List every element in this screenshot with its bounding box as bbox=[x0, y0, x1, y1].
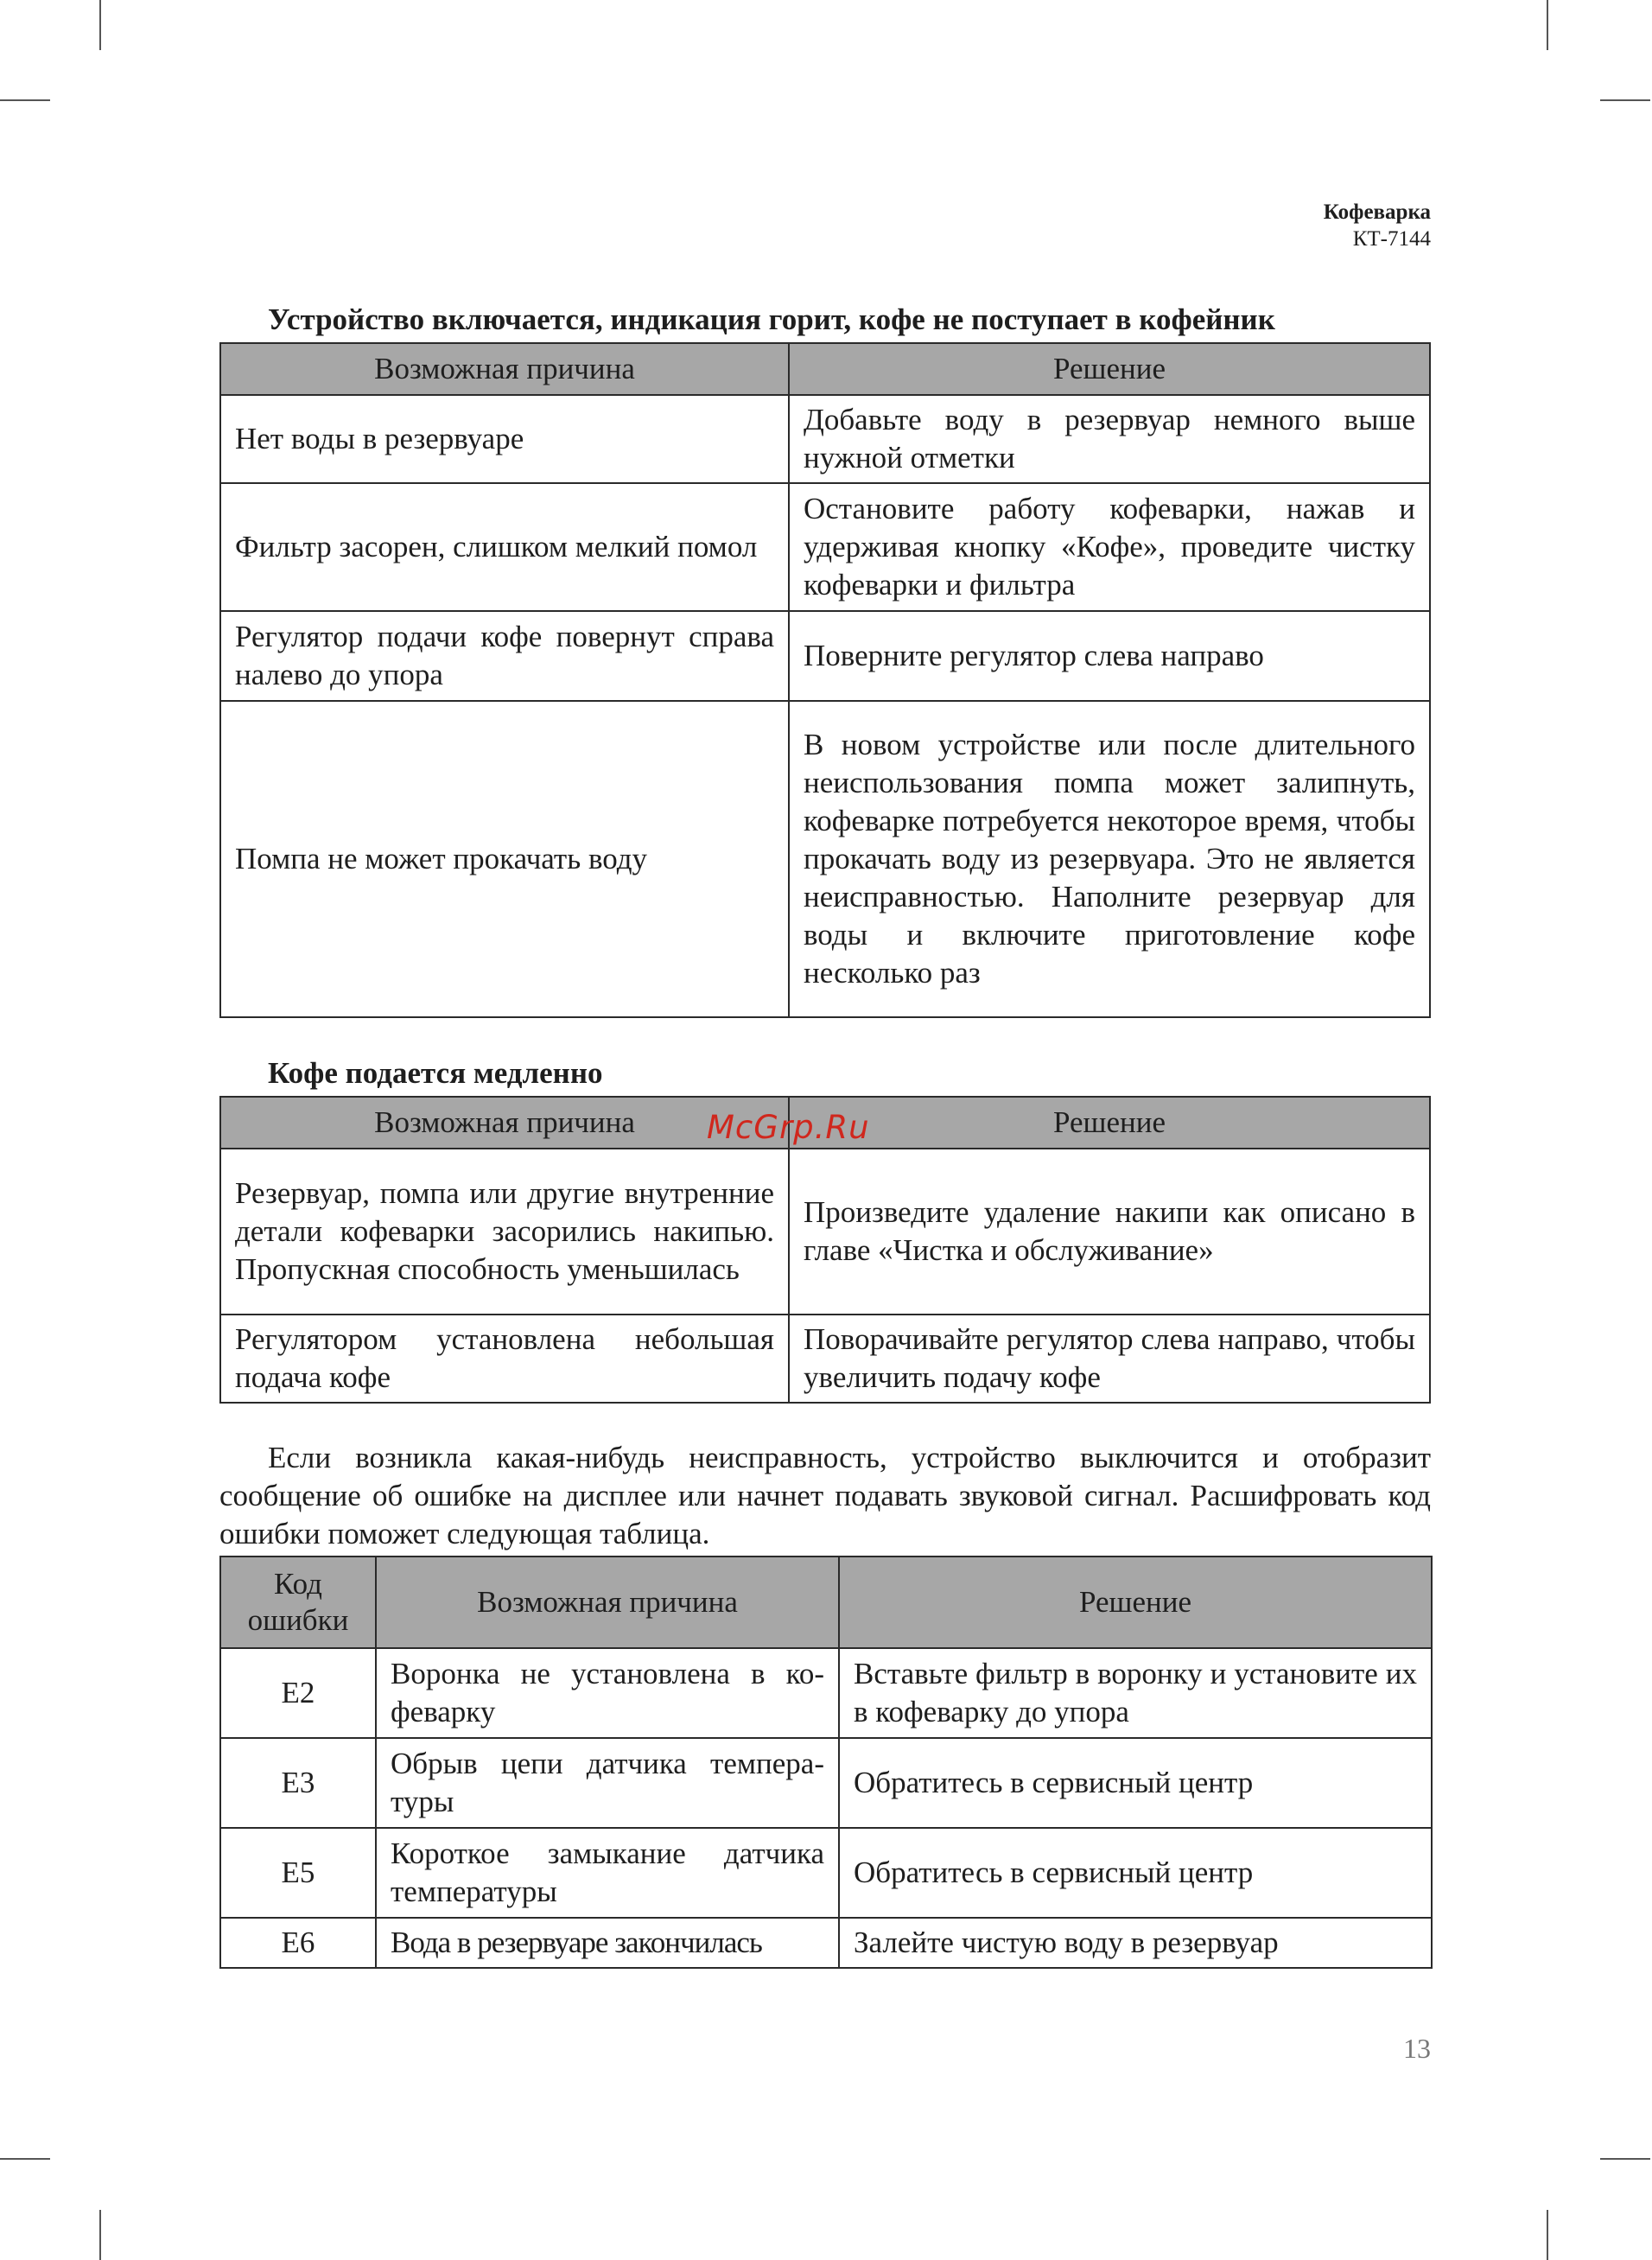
solution-cell: Залейте чистую воду в резервуар bbox=[839, 1918, 1432, 1968]
troubleshooting-table-no-coffee bbox=[219, 342, 1431, 1018]
table-row bbox=[220, 1648, 1432, 1738]
crop-mark bbox=[1547, 0, 1548, 50]
cause-cell: Вода в резервуаре закончилась bbox=[376, 1918, 839, 1968]
cause-cell: Резервуар, помпа или другие внутренние детали кофеварки засорились накипью. Пропускная способность уменьшилась bbox=[220, 1149, 789, 1315]
intro-paragraph: Если возникла какая-нибудь неисправность, устройство выключится и отобразит сообщение об ошибке на дисплее или начнет подавать звуковой сигнал. Расшифровать код ошибки поможет следующая таблица. bbox=[219, 1441, 1431, 1550]
solution-cell: В новом устройстве или после длительного неиспользования помпа может залипнуть, кофеварке потребуется некоторое время, чтобы прокачать воду из резервуара. Это не является неисправностью. Наполните резервуар для воды и включите приготовление кофе несколько раз bbox=[789, 701, 1430, 1017]
cause-cell: Регулятором установлена небольшая подача кофе bbox=[220, 1315, 789, 1403]
product-name: Кофеварка bbox=[1323, 201, 1431, 224]
solution-cell: Поверните регулятор слева направо bbox=[789, 611, 1430, 701]
page-number: 13 bbox=[1403, 2033, 1431, 2064]
table-row bbox=[220, 701, 1430, 1017]
table-row bbox=[220, 1738, 1432, 1828]
error-codes-table bbox=[219, 1556, 1433, 1969]
header-solution: Решение bbox=[789, 1097, 1430, 1149]
cause-cell: Нет воды в резервуаре bbox=[220, 395, 789, 483]
solution-cell: Добавьте воду в резервуар немного выше нужной отметки bbox=[789, 395, 1430, 483]
cause-cell: Регулятор подачи кофе повернут справа налево до упора bbox=[220, 611, 789, 701]
section-title-slow-coffee: Кофе подается медленно bbox=[268, 1056, 603, 1090]
solution-cell: Обратитесь в сервисный центр bbox=[839, 1738, 1432, 1828]
header-code: Код ошибки bbox=[220, 1557, 376, 1648]
crop-mark bbox=[99, 2210, 101, 2260]
table-header-row bbox=[220, 1557, 1432, 1648]
error-code-cell: E3 bbox=[220, 1738, 376, 1828]
table-row bbox=[220, 611, 1430, 701]
error-code-cell: E2 bbox=[220, 1648, 376, 1738]
crop-mark bbox=[1600, 99, 1650, 101]
table-row bbox=[220, 395, 1430, 483]
solution-cell: Поворачивайте регулятор слева направо, чтобы увеличить подачу кофе bbox=[789, 1315, 1430, 1403]
error-code-cell: E5 bbox=[220, 1828, 376, 1918]
crop-mark bbox=[0, 99, 50, 101]
solution-cell: Вставьте фильтр в воронку и установите их в кофеварку до упора bbox=[839, 1648, 1432, 1738]
table-row bbox=[220, 1149, 1430, 1315]
cause-cell: Воронка не установлена в кофеварку bbox=[376, 1648, 839, 1738]
crop-mark bbox=[0, 2158, 50, 2160]
cause-cell: Обрыв цепи датчика температуры bbox=[376, 1738, 839, 1828]
crop-mark bbox=[1600, 2158, 1650, 2160]
header-cause: Возможная причина bbox=[376, 1557, 839, 1648]
header-cause: Возможная причина bbox=[220, 1097, 789, 1149]
solution-cell: Остановите работу кофеварки, нажав и удерживая кнопку «Кофе», проведите чистку кофеварки и фильтра bbox=[789, 483, 1430, 611]
page-header bbox=[1324, 199, 1431, 253]
section-title-no-coffee: Устройство включается, индикация горит, кофе не поступает в кофейник bbox=[268, 302, 1275, 336]
header-cause: Возможная причина bbox=[220, 343, 789, 395]
solution-cell: Обратитесь в сервисный центр bbox=[839, 1828, 1432, 1918]
cause-cell: Фильтр засорен, слишком мелкий помол bbox=[220, 483, 789, 611]
table-row bbox=[220, 1918, 1432, 1968]
model-number: КТ-7144 bbox=[1352, 227, 1431, 251]
header-solution: Решение bbox=[789, 343, 1430, 395]
error-code-cell: E6 bbox=[220, 1918, 376, 1968]
watermark: McGrp.Ru bbox=[707, 1109, 870, 1146]
cause-cell: Короткое замыкание датчика температуры bbox=[376, 1828, 839, 1918]
solution-cell: Произведите удаление накипи как описано в главе «Чистка и обслуживание» bbox=[789, 1149, 1430, 1315]
table-header-row bbox=[220, 343, 1430, 395]
cause-cell: Помпа не может прокачать воду bbox=[220, 701, 789, 1017]
crop-mark bbox=[1547, 2210, 1548, 2260]
table-row bbox=[220, 1315, 1430, 1403]
table-row bbox=[220, 483, 1430, 611]
table-row bbox=[220, 1828, 1432, 1918]
header-solution: Решение bbox=[839, 1557, 1432, 1648]
crop-mark bbox=[99, 0, 101, 50]
